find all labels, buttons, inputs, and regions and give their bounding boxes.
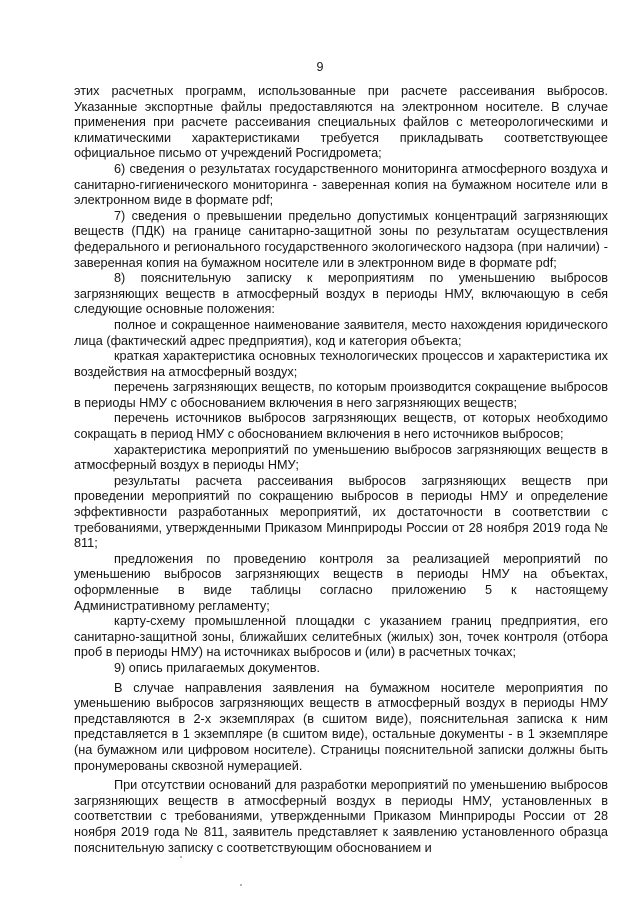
paragraph-subitem-substances: перечень загрязняющих веществ, по которым производится сокращение выбросов в периоды НМУ с обоснованием включения в него загрязняющих веществ; <box>74 380 608 410</box>
paragraph-paper-submission: В случае направления заявления на бумажном носителе мероприятия по уменьшению выбросов загрязняющих веществ в атмосферный воздух в периоды НМУ представляются в 2-х экземплярах (в сшитом виде), пояснительная записка к ним представляется в 1 экземпляре (в сшитом виде), остальные документы - в 1 экземпляре (на бумажном или цифровом носителе). Страницы пояснительной записки должны быть пронумерованы сквозной нумерацией. <box>74 680 608 773</box>
paragraph-item-6: 6) сведения о результатах государственного мониторинга атмосферного воздуха и санитарно-гигиенического мониторинга - заверенная копия на бумажном носителе или в электронном виде в формате pdf; <box>74 161 608 208</box>
paragraph-continuation: этих расчетных программ, использованные при расчете рассеивания выбросов. Указанные экспортные файлы предоставляются на электронном носителе. В случае применения при расчете рассеивания специальных файлов с метеорологическими и климатическими характеристиками требуется прикладывать соответствующее официальное письмо от учреждений Росгидромета; <box>74 84 608 161</box>
paragraph-item-8: 8) пояснительную записку к мероприятиям по уменьшению выбросов загрязняющих веществ в атмосферный воздух в периоды НМУ, включающую в себя следующие основные положения: <box>74 271 608 317</box>
paragraph-subitem-sources: перечень источников выбросов загрязняющих веществ, от которых необходимо сокращать в период НМУ с обоснованием включения в него источников выбросов; <box>74 411 608 442</box>
paragraph-subitem-control: предложения по проведению контроля за реализацией мероприятий по уменьшению выбросов загрязняющих веществ в периоды НМУ на объектах, оформленные в виде таблицы согласно приложению 5 к настоящему Административному регламенту; <box>74 551 608 613</box>
paragraph-subitem-applicant: полное и сокращенное наименование заявителя, место нахождения юридического лица (фактический адрес предприятия), код и категория объекта; <box>74 317 608 348</box>
body-text <box>74 84 608 856</box>
scan-speck <box>240 884 242 886</box>
paragraph-item-9: 9) опись прилагаемых документов. <box>114 660 321 675</box>
paragraph-subitem-dispersion: результаты расчета рассеивания выбросов загрязняющих веществ при проведении мероприятий по сокращению выбросов в периоды НМУ и определение эффективности разработанных мероприятий, их достаточности в соответствии с требованиями, утвержденными Приказом Минприроды России от 28 ноября 2019 года № 811; <box>74 473 608 551</box>
scan-speck <box>180 856 182 858</box>
paragraph-subitem-map: карту-схему промышленной площадки с указанием границ предприятия, его санитарно-защитной зоны, ближайших селитебных (жилых) зон, точек контроля (отбора проб в периоды НМУ) на источниках выбросов и (или) в расчетных точках; <box>74 614 608 660</box>
page-number: 9 <box>316 60 324 74</box>
paragraph-no-grounds: При отсутствии оснований для разработки мероприятий по уменьшению выбросов загрязняющих веществ в атмосферный воздух в периоды НМУ, установленных в соответствии с требованиями, утвержденными Приказом Минприроды России от 28 ноября 2019 года № 811, заявитель представляет к заявлению установленного образца пояснительную записку с соответствующим обоснованием и <box>74 778 608 855</box>
paragraph-subitem-processes: краткая характеристика основных технологических процессов и характеристика их воздействия на атмосферный воздух; <box>74 349 608 379</box>
paragraph-item-7: 7) сведения о превышении предельно допустимых концентраций загрязняющих веществ (ПДК) на границе санитарно-защитной зоны по результатам осуществления федерального и регионального государственного экологического надзора (при наличии) - заверенная копия на бумажном носителе или в электронном виде в формате pdf; <box>74 208 608 270</box>
paragraph-subitem-measures: характеристика мероприятий по уменьшению выбросов загрязняющих веществ в атмосферный воздух в периоды НМУ; <box>74 442 608 473</box>
